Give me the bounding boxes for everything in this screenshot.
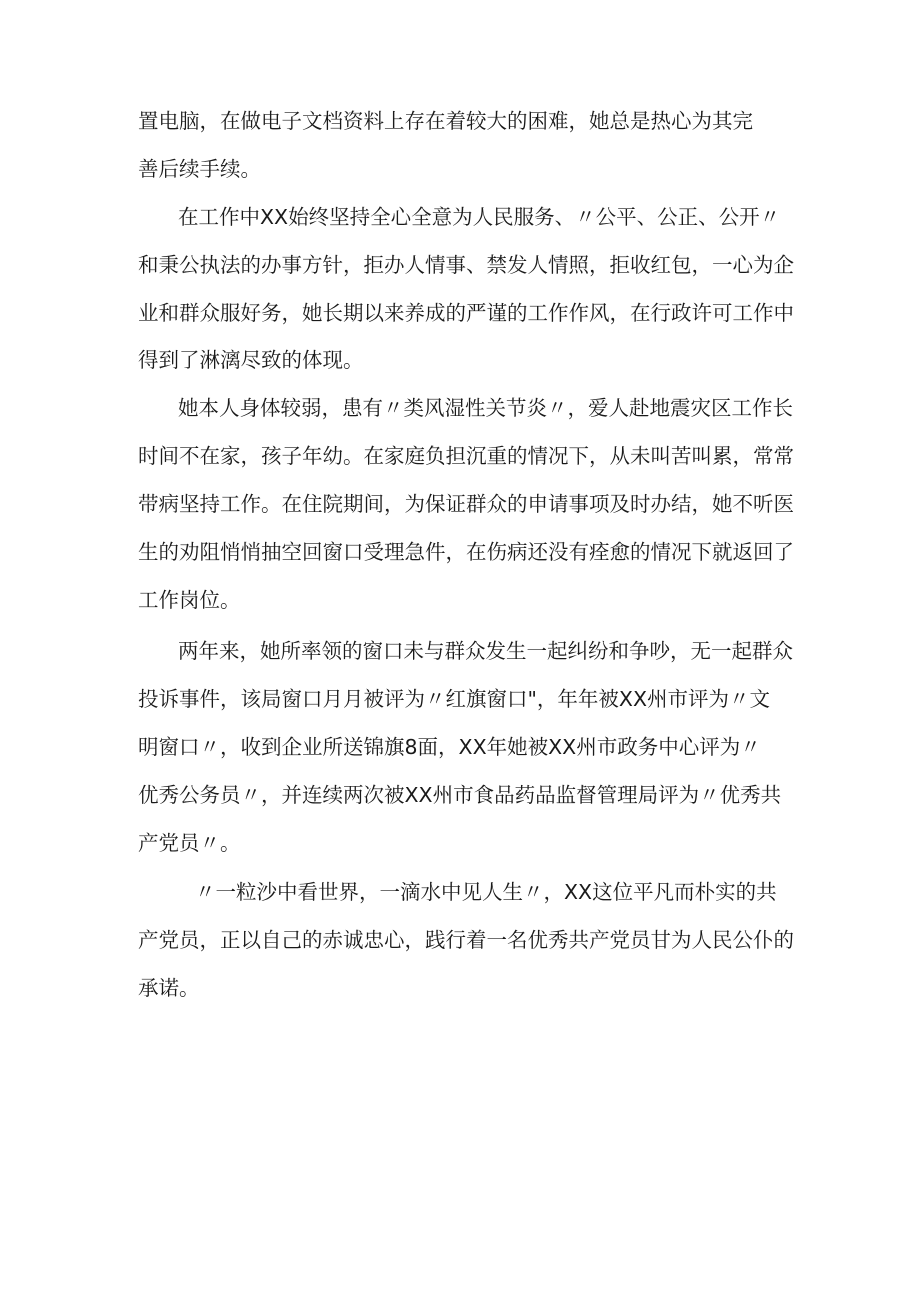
- paragraph-4-line-2: 投诉事件，该局窗口月月被评为〃红旗窗口"，年年被XX州市评为〃文: [138, 687, 771, 711]
- paragraph-1-line-2: 善后续手续。: [138, 157, 261, 181]
- paragraph-5-line-1: 〃一粒沙中看世界，一滴水中见人生〃，XX这位平凡而朴实的共: [195, 880, 777, 904]
- paragraph-1-line-1: 置电脑，在做电子文档资料上存在着较大的困难，她总是热心为其完: [138, 109, 753, 133]
- paragraph-3-line-5: 工作岗位。: [138, 588, 241, 612]
- paragraph-5-line-2: 产党员，正以自己的赤诚忠心，践行着一名优秀共产党员甘为人民公仆的: [138, 928, 794, 952]
- paragraph-2-line-3: 业和群众服好务，她长期以来养成的严谨的工作作风，在行政许可工作中: [138, 301, 794, 325]
- paragraph-3-line-4: 生的劝阻悄悄抽空回窗口受理急件，在伤病还没有痊愈的情况下就返回了: [138, 540, 794, 564]
- paragraph-4-line-3: 明窗口〃，收到企业所送锦旗8面，XX年她被XX州市政务中心评为〃: [138, 735, 761, 759]
- paragraph-3-line-1: 她本人身体较弱，患有〃类风湿性关节炎〃，爱人赴地震灾区工作长: [178, 396, 793, 420]
- paragraph-2-line-1: 在工作中XX始终坚持全心全意为人民服务、〃公平、公正、公开〃: [178, 205, 781, 229]
- paragraph-4-line-4: 优秀公务员〃，并连续两次被XX州市食品药品监督管理局评为〃优秀共: [138, 783, 782, 807]
- paragraph-3-line-2: 时间不在家，孩子年幼。在家庭负担沉重的情况下，从未叫苦叫累，常常: [138, 444, 794, 468]
- paragraph-2-line-2: 和秉公执法的办事方针，拒办人情事、禁发人情照，拒收红包，一心为企: [138, 253, 794, 277]
- paragraph-2-line-4: 得到了淋漓尽致的体现。: [138, 348, 364, 372]
- paragraph-4-line-1: 两年来，她所率领的窗口未与群众发生一起纠纷和争吵，无一起群众: [178, 639, 793, 663]
- paragraph-3-line-3: 带病坚持工作。在住院期间，为保证群众的申请事项及时办结，她不听医: [138, 492, 794, 516]
- paragraph-5-line-3: 承诺。: [138, 976, 200, 1000]
- paragraph-4-line-5: 产党员〃。: [138, 831, 241, 855]
